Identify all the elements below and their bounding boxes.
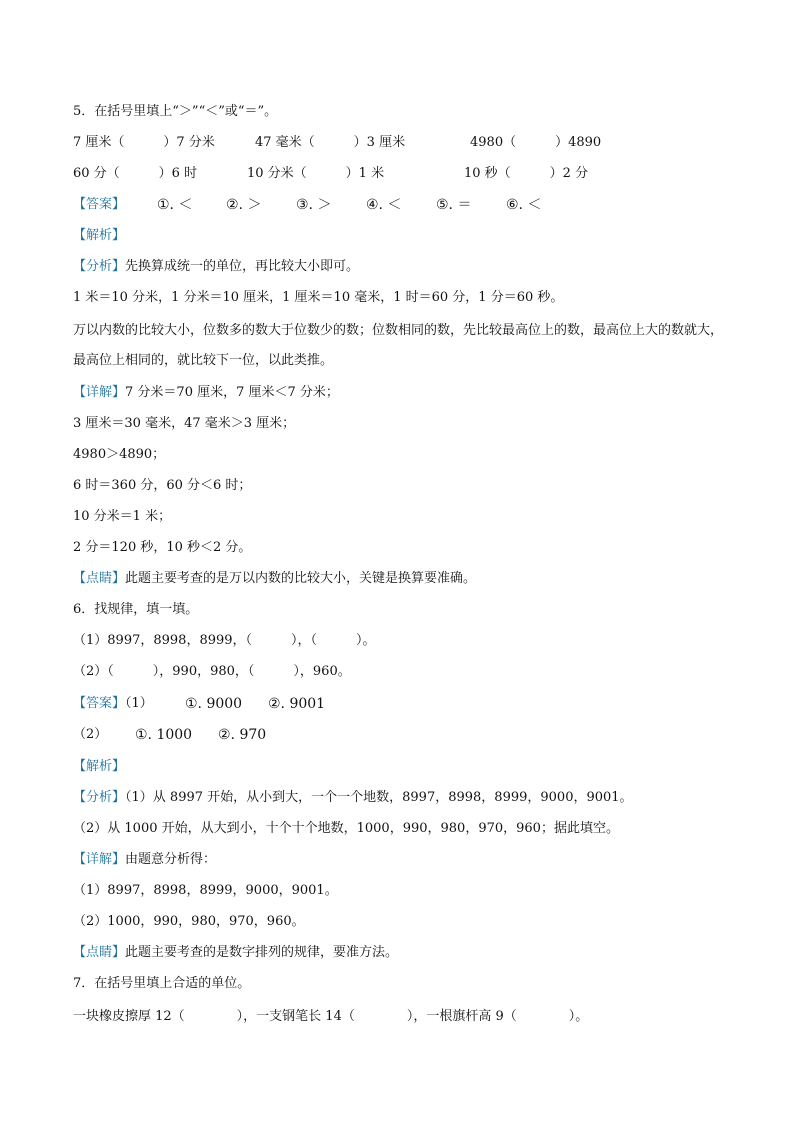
q6-title: 6．找规律，填一填。 [73,602,199,617]
q6-xiangjie [73,851,216,869]
q6-fenxi-2: （2）从 1000 开始，从大到小，十个十个地数，1000，990，980，970，960；据此填空。 [73,821,619,836]
q6-answer-row-1 [73,695,153,713]
q5-detail-1-text: 7 分米＝70 厘米，7 厘米＜7 分米； [125,385,339,400]
q5-dianjing-text: 此题主要考查的是万以内数的比较大小，关键是换算要准确。 [125,571,477,586]
q5-detail-2: 3 厘米＝30 毫米，47 毫米＞3 厘米； [73,416,296,431]
q6-part-2: （2）（ ），990，980，（ ），960。 [73,664,351,679]
q5-item-1: 7 厘米（ ）7 分米 [73,135,215,150]
q5-detail-6: 2 分＝120 秒，10 秒＜2 分。 [73,540,252,555]
q6-dianjing-text: 此题主要考查的是数字排列的规律，要准方法。 [125,945,399,960]
q5-xiangjie-tag: 【详解】 [73,385,126,400]
q5-item-5: 10 分米（ ）1 米 [247,166,385,181]
q6-dianjing [73,944,398,962]
q5-detail-5: 10 分米＝1 米； [73,509,172,524]
q5-detail-3: 4980＞4890； [73,447,166,462]
q5-item-6: 10 秒（ ）2 分 [464,166,589,181]
q5-fenxi-tag: 【分析】 [73,259,126,274]
q6-detail-1: （1）8997，8998，8999，9000，9001。 [73,883,338,898]
q5-answer-6: ⑥. ＜ [506,197,542,213]
q6-ans2-label: （2） [73,727,108,742]
q6-xiangjie-tag: 【详解】 [73,852,126,867]
q5-detail-1 [73,384,339,402]
q7-title: 7．在括号里填上合适的单位。 [73,976,251,991]
q5-item-3: 4980（ ）4890 [470,135,602,150]
q6-fenxi-1 [73,789,633,807]
q6-detail-2: （2）1000，990，980，970，960。 [73,914,305,929]
q5-units: 1 米＝10 分米，1 分米＝10 厘米，1 厘米＝10 毫米，1 时＝60 分，1 分＝60 秒。 [73,290,564,305]
q6-answer-tag: 【答案】 [73,696,126,711]
q5-answer-4: ④. ＜ [366,197,402,213]
q6-xiangjie-text: 由题意分析得： [125,852,217,867]
q5-answer-5: ⑤. ＝ [436,197,472,213]
q5-answer-1: ①. ＜ [157,197,193,213]
q6-part-1: （1）8997，8998，8999，（ ），（ ）。 [73,633,376,648]
q5-detail-4: 6 时＝360 分，60 分＜6 时； [73,478,252,493]
q6-ans1-label: （1） [125,696,153,711]
q5-dianjing-tag: 【点睛】 [73,571,126,586]
q5-title: 5．在括号里填上“＞”“＜”或“＝”。 [73,104,278,119]
q6-fenxi-1-text: （1）从 8997 开始，从小到大，一个一个地数，8997，8998，8999，9000，9001。 [125,790,633,805]
q5-item-4: 60 分（ ）6 时 [73,166,198,181]
q5-rule: 万以内数的比较大小，位数多的数大于位数少的数；位数相同的数，先比较最高位上的数，最高位上大的数就大，最高位上相同的，就比较下一位，以此类推。 [73,323,724,368]
q7-line: 一块橡皮擦厚 12（ ），一支钢笔长 14（ ），一根旗杆高 9（ ）。 [73,1009,589,1024]
q5-analysis-tag: 【解析】 [73,228,126,243]
q6-answer-1-1: ①. 9000 [185,696,243,712]
q5-fenxi-text: 先换算成统一的单位，再比较大小即可。 [125,259,360,274]
q6-answer-2-1: ①. 1000 [135,727,193,743]
q6-fenxi-tag: 【分析】 [73,790,126,805]
q6-answer-2-2: ②. 970 [218,727,267,743]
q6-answer-1-2: ②. 9001 [268,696,326,712]
q5-dianjing [73,570,476,588]
q6-dianjing-tag: 【点睛】 [73,945,126,960]
q5-answer-2: ②. ＞ [226,197,262,213]
q5-answer-3: ③. ＞ [296,197,332,213]
q5-item-2: 47 毫米（ ）3 厘米 [255,135,406,150]
q6-analysis-tag: 【解析】 [73,759,126,774]
q5-fenxi [73,258,359,276]
q5-answer-tag: 【答案】 [73,197,126,212]
